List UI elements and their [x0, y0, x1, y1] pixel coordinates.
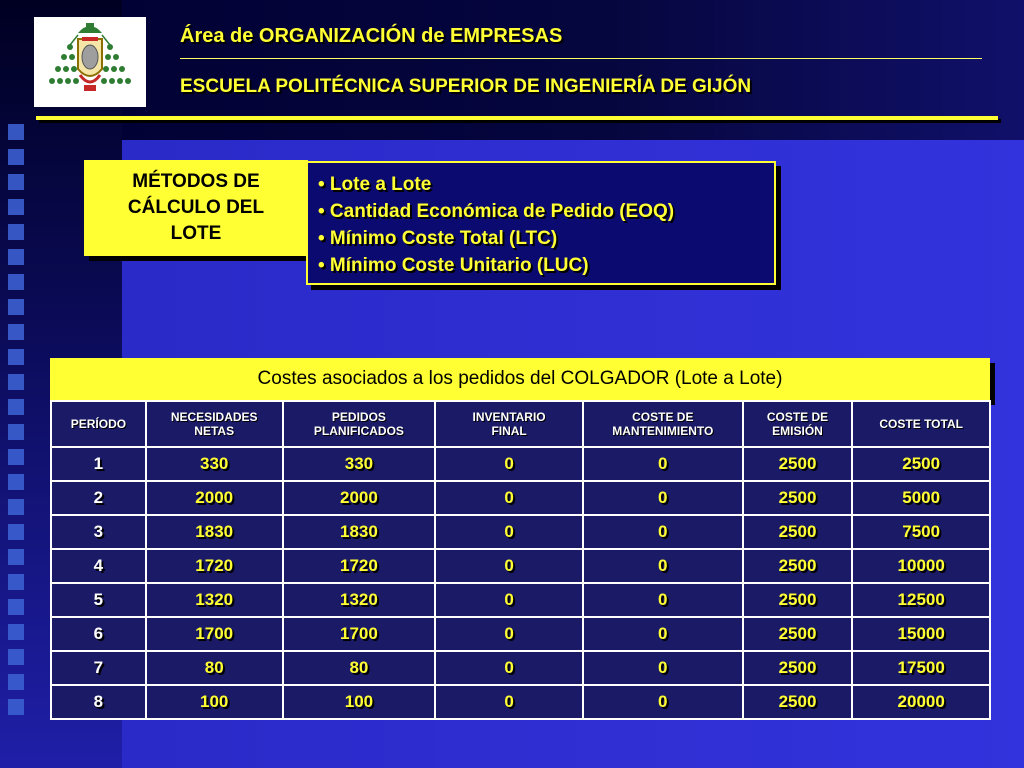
table-row: [51, 549, 990, 583]
value-cell: 80: [283, 651, 436, 685]
methods-title-line: LOTE: [170, 223, 222, 244]
header-periodo: [51, 401, 146, 447]
header-divider: [180, 58, 982, 59]
header-coste-emision: [743, 401, 853, 447]
value-cell: 2500: [743, 617, 853, 651]
value-cell: 2500: [743, 549, 853, 583]
value-cell: 12500: [852, 583, 990, 617]
table-row: [51, 583, 990, 617]
method-item-ltc: • Mínimo Coste Total (LTC): [318, 228, 558, 249]
value-cell: 2500: [743, 651, 853, 685]
header-text: EMISIÓN: [772, 424, 823, 438]
value-cell: 330: [283, 447, 436, 481]
methods-title-line: CÁLCULO DEL: [127, 197, 265, 218]
value-cell: 7500: [852, 515, 990, 549]
header-text: PEDIDOS: [331, 410, 386, 424]
header-text: PERÍODO: [70, 417, 127, 431]
university-coat-of-arms-icon: [34, 17, 146, 107]
header-coste-total: [852, 401, 990, 447]
value-cell: 0: [435, 583, 583, 617]
table-row: [51, 651, 990, 685]
period-cell: 6: [51, 617, 146, 651]
value-cell: 2500: [743, 447, 853, 481]
table-row: [51, 617, 990, 651]
value-cell: 1320: [283, 583, 436, 617]
header-text: COSTE DE: [632, 410, 694, 424]
header-text: NECESIDADES: [170, 410, 258, 424]
value-cell: 5000: [852, 481, 990, 515]
value-cell: 2500: [743, 515, 853, 549]
header-text: COSTE DE: [766, 410, 829, 424]
value-cell: 1700: [146, 617, 283, 651]
value-cell: 1720: [283, 549, 436, 583]
table-row: [51, 515, 990, 549]
value-cell: 0: [583, 651, 743, 685]
table-body: [51, 447, 990, 719]
value-cell: 0: [583, 685, 743, 719]
value-cell: 1320: [146, 583, 283, 617]
value-cell: 15000: [852, 617, 990, 651]
header-coste-mantenimiento: [583, 401, 743, 447]
header-text: NETAS: [194, 424, 235, 438]
table-row: [51, 481, 990, 515]
period-cell: 4: [51, 549, 146, 583]
method-item-lote-a-lote: • Lote a Lote: [318, 174, 432, 195]
method-item-luc: • Mínimo Coste Unitario (LUC): [318, 255, 589, 276]
value-cell: 1720: [146, 549, 283, 583]
value-cell: 330: [146, 447, 283, 481]
value-cell: 20000: [852, 685, 990, 719]
department-title: Área de ORGANIZACIÓN de EMPRESAS: [180, 25, 563, 47]
header-text: MANTENIMIENTO: [612, 424, 714, 438]
header-pedidos-planificados: [283, 401, 436, 447]
school-title: ESCUELA POLITÉCNICA SUPERIOR DE INGENIERÍA DE GIJÓN: [180, 76, 752, 97]
value-cell: 0: [583, 617, 743, 651]
methods-list: [306, 161, 776, 285]
period-cell: 2: [51, 481, 146, 515]
header-text: INVENTARIO: [472, 410, 546, 424]
value-cell: 0: [583, 549, 743, 583]
value-cell: 0: [435, 481, 583, 515]
cost-table: [50, 400, 991, 720]
value-cell: 0: [435, 515, 583, 549]
value-cell: 0: [435, 447, 583, 481]
value-cell: 17500: [852, 651, 990, 685]
period-cell: 7: [51, 651, 146, 685]
table-caption: Costes asociados a los pedidos del COLGADOR (Lote a Lote): [50, 358, 990, 400]
value-cell: 1830: [146, 515, 283, 549]
value-cell: 1700: [283, 617, 436, 651]
value-cell: 10000: [852, 549, 990, 583]
table-row: [51, 447, 990, 481]
value-cell: 100: [283, 685, 436, 719]
method-item-eoq: • Cantidad Económica de Pedido (EOQ): [318, 201, 675, 222]
value-cell: 0: [435, 685, 583, 719]
methods-title-line: MÉTODOS DE: [132, 171, 260, 192]
table-header-row: [51, 401, 990, 447]
value-cell: 2000: [283, 481, 436, 515]
header-text: PLANIFICADOS: [313, 424, 404, 438]
value-cell: 0: [435, 617, 583, 651]
value-cell: 80: [146, 651, 283, 685]
period-cell: 1: [51, 447, 146, 481]
period-cell: 8: [51, 685, 146, 719]
header-text: FINAL: [491, 424, 527, 438]
value-cell: 1830: [283, 515, 436, 549]
header-necesidades-netas: [146, 401, 283, 447]
period-cell: 3: [51, 515, 146, 549]
header-rule: [36, 116, 998, 120]
value-cell: 100: [146, 685, 283, 719]
header-inventario-final: [435, 401, 583, 447]
value-cell: 0: [435, 549, 583, 583]
header-text: COSTE TOTAL: [879, 417, 963, 431]
value-cell: 2500: [743, 481, 853, 515]
value-cell: 0: [583, 583, 743, 617]
value-cell: 0: [583, 481, 743, 515]
decorative-squares: [8, 124, 28, 724]
value-cell: 0: [583, 515, 743, 549]
value-cell: 2500: [743, 685, 853, 719]
value-cell: 0: [583, 447, 743, 481]
period-cell: 5: [51, 583, 146, 617]
methods-title-box: [84, 160, 308, 256]
value-cell: 2500: [743, 583, 853, 617]
value-cell: 2500: [852, 447, 990, 481]
value-cell: 2000: [146, 481, 283, 515]
table-row: [51, 685, 990, 719]
value-cell: 0: [435, 651, 583, 685]
